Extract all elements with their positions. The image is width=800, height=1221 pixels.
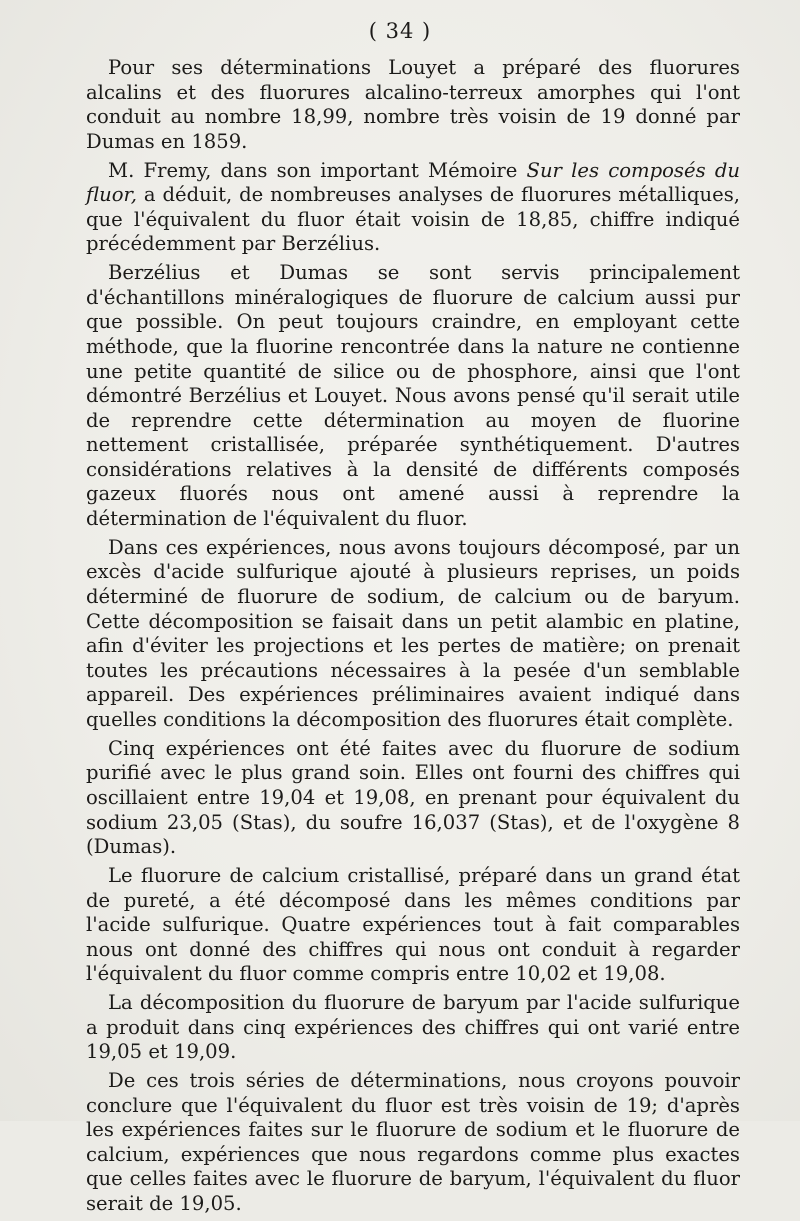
memoir-title: Sur les composés du fluor, bbox=[86, 158, 740, 207]
paragraph: Le fluorure de calcium cristallisé, préparé dans un grand état de pureté, a été décomposé dans les mêmes conditions par l'acide sulfurique. Quatre expériences tout à fait comparables nous ont donné des chiffres qui nous ont conduit à regarder l'équivalent du fluor comme compris entre 10,02 et 19,08. bbox=[86, 863, 740, 986]
paragraph: Cinq expériences ont été faites avec du fluorure de sodium purifié avec le plus grand soin. Elles ont fourni des chiffres qui oscillaient entre 19,04 et 19,08, en prenant pour équivalent du sodium 23,05 (Stas), du soufre 16,037 (Stas), et de l'oxygène 8 (Dumas). bbox=[86, 736, 740, 859]
paragraph: De ces trois séries de déterminations, nous croyons pouvoir conclure que l'équivalent du fluor est très voisin de 19; d'après les expériences faites sur le fluorure de sodium et le fluorure de calcium, expériences que nous regardons comme plus exactes que celles faites avec le fluorure de baryum, l'équivalent du fluor serait de 19,05. bbox=[86, 1069, 740, 1216]
paragraph-text: M. Fremy, dans son important Mémoire bbox=[108, 158, 527, 182]
page-number: ( 34 ) bbox=[368, 19, 432, 43]
paragraph-text: a déduit, de nombreuses analyses de fluorures métalliques, que l'équivalent du fluor était voisin de 18,85, chiffre indiqué précédemment par Berzélius. bbox=[86, 183, 740, 256]
paragraph: Dans ces expériences, nous avons toujours décomposé, par un excès d'acide sulfurique ajouté à plusieurs reprises, un poids déterminé de fluorure de sodium, de calcium ou de baryum. Cette décomposition se faisait dans un petit alambic en platine, afin d'éviter les projections et les pertes de matière; on prenait toutes les précautions nécessaires à la pesée d'un semblable appareil. Des expériences préliminaires avaient indiqué dans quelles conditions la décomposition des fluorures était complète. bbox=[86, 535, 740, 731]
body-text bbox=[86, 56, 740, 1221]
paragraph: La décomposition du fluorure de baryum par l'acide sulfurique a produit dans cinq expériences des chiffres qui ont varié entre 19,05 et 19,09. bbox=[86, 991, 740, 1064]
paragraph bbox=[86, 159, 740, 257]
paragraph: Pour ses déterminations Louyet a préparé des fluorures alcalins et des fluorures alcalino-terreux amorphes qui l'ont conduit au nombre 18,99, nombre très voisin de 19 donné par Dumas en 1859. bbox=[86, 56, 740, 153]
paragraph: Berzélius et Dumas se sont servis principalement d'échantillons minéralogiques de fluorure de calcium aussi pur que possible. On peut toujours craindre, en employant cette méthode, que la fluorine rencontrée dans la nature ne contienne une petite quantité de silice ou de phosphore, ainsi que l'ont démontré Berzélius et Louyet. Nous avons pensé qu'il serait utile de reprendre cette détermination au moyen de fluorine nettement cristallisée, préparée synthétiquement. D'autres considérations relatives à la densité de différents composés gazeux fluorés nous ont amené aussi à reprendre la détermination de l'équivalent du fluor. bbox=[86, 261, 740, 531]
